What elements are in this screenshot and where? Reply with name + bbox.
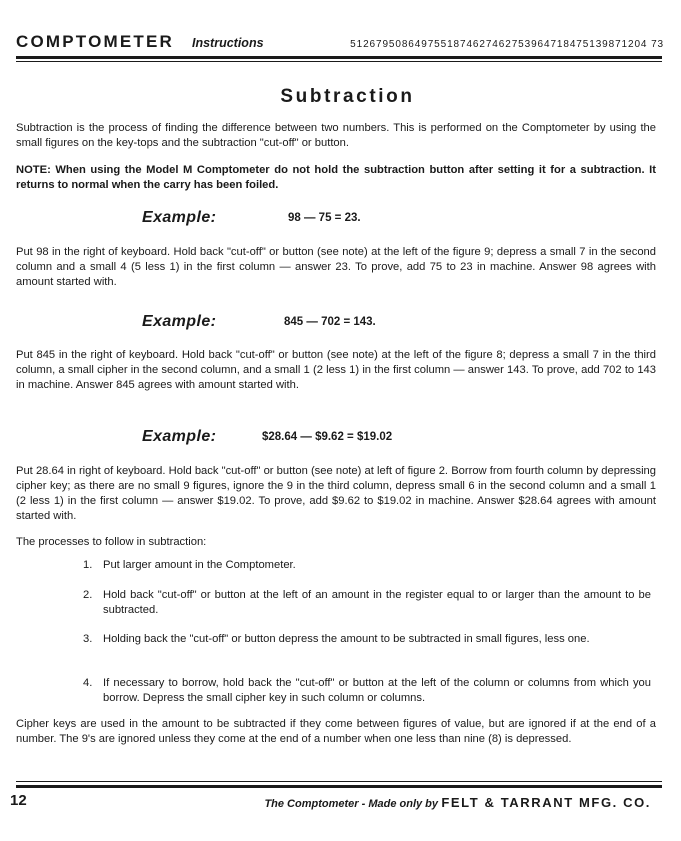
- example-text-3: Put 28.64 in right of keyboard. Hold back "cut-off" or button (see note) at left of figure 2. Borrow from fourth column by depressing cipher key; as there are no small 9 figures, ignore the 9 in the third column, depress small 6 in the second column and a small 1 (2 less 1) in the first column — answer $19.02. To prove, add $9.62 to $19.02 in machine. Answer $28.64 agrees with amount started with.: [16, 465, 656, 522]
- header-digit-strip: 5126795086497551874627462753964718475139871204 73: [350, 39, 664, 50]
- step-text: Put larger amount in the Comptometer.: [103, 559, 296, 571]
- note-paragraph: NOTE: When using the Model M Comptometer do not hold the subtraction button after setting it for a subtraction. It returns to normal when the carry has been foiled.: [16, 164, 656, 191]
- footer-company: FELT & TARRANT MFG. CO.: [441, 795, 651, 810]
- header-rule: [16, 56, 662, 59]
- step-number: 4.: [83, 677, 93, 689]
- header-rule-thin: [16, 61, 662, 62]
- example-heading-3: [142, 428, 662, 452]
- brand-name: COMPTOMETER: [16, 32, 175, 51]
- example-heading-1: [142, 209, 662, 233]
- footer-rule: [16, 785, 662, 788]
- step-text: Holding back the "cut-off" or button depress the amount to be subtracted in small figures, less one.: [103, 633, 590, 645]
- step-number: 3.: [83, 633, 93, 645]
- intro-paragraph: Subtraction is the process of finding the difference between two numbers. This is performed on the Comptometer by using the small figures on the key-tops and the subtraction "cut-off" or button.: [16, 122, 656, 149]
- page-header: [16, 32, 664, 54]
- step-number: 2.: [83, 589, 93, 601]
- example-heading-2: [142, 313, 662, 337]
- example-label: Example:: [142, 313, 217, 330]
- example-text-1: Put 98 in the right of keyboard. Hold back "cut-off" or button (see note) at the left of the figure 9; depress a small 7 in the second column and a small 4 (5 less 1) in the first column — answer 23. To prove, add 75 to 23 in machine. Answer 98 agrees with amount started with.: [16, 246, 656, 288]
- example-label: Example:: [142, 209, 217, 226]
- page-number: 12: [10, 792, 27, 809]
- example-label: Example:: [142, 428, 217, 445]
- processes-intro: The processes to follow in subtraction:: [16, 536, 207, 548]
- footer-rule-thin: [16, 781, 662, 782]
- page-title: Subtraction: [280, 86, 415, 107]
- header-subtitle: Instructions: [192, 36, 264, 50]
- example-expression: 98 — 75 = 23.: [288, 212, 361, 224]
- step-text: If necessary to borrow, hold back the "cut-off" or button at the left of the column or columns from which you borrow. Depress the small cipher key in such column or columns.: [103, 677, 651, 704]
- step-number: 1.: [83, 559, 93, 571]
- footer-tagline: The Comptometer - Made only by: [264, 798, 439, 810]
- example-text-2: Put 845 in the right of keyboard. Hold back "cut-off" or button (see note) at the left of the figure 8; depress a small 7 in the third column, a small cipher in the second column, and a small 1 (2 less 1) in the first column — answer 143. To prove, add 702 to 143 in machine. Answer 845 agrees with amount started with.: [16, 349, 656, 391]
- example-expression: 845 — 702 = 143.: [284, 316, 376, 328]
- closing-paragraph: Cipher keys are used in the amount to be subtracted if they come between figures of value, but are ignored if at the end of a number. The 9's are ignored unless they come at the end of a number when one less than nine (8) is depressed.: [16, 718, 656, 745]
- example-expression: $28.64 — $9.62 = $19.02: [262, 431, 393, 443]
- footer-credit: [264, 795, 651, 810]
- step-text: Hold back "cut-off" or button at the left of an amount in the register equal to or larger than the amount to be subtracted.: [103, 589, 651, 616]
